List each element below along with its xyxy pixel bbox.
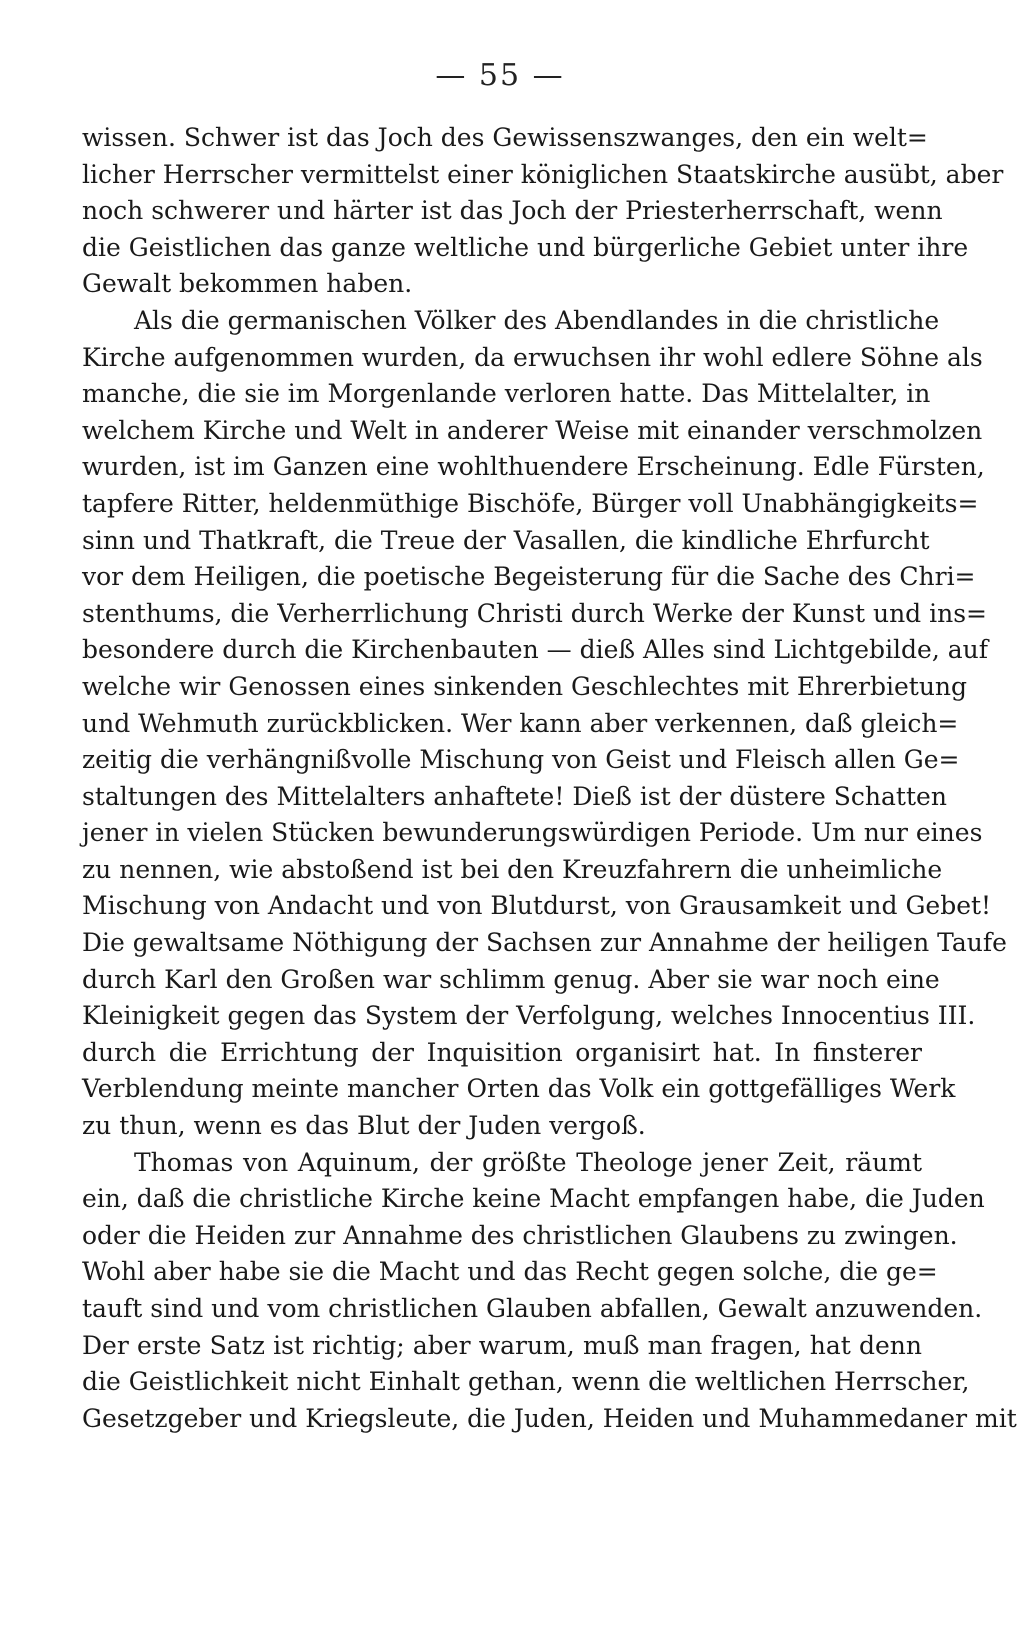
paragraph [82,1145,1017,1438]
text-line: Mischung von Andacht und von Blutdurst, von Grausamkeit und Gebet! [82,891,992,921]
text-line: Verblendung meinte mancher Orten das Volk ein gottgefälliges Werk [82,1074,956,1104]
text-line: Der erste Satz ist richtig; aber warum, muß man fragen, hat denn [82,1330,922,1360]
text-line: licher Herrscher vermittelst einer königlichen Staatskirche ausübt, aber [82,159,1004,189]
paragraph [82,120,1004,303]
text-line: tauft sind und vom christlichen Glauben abfallen, Gewalt anzuwenden. [82,1294,983,1323]
text-line: sinn und Thatkraft, die Treue der Vasallen, die kindliche Ehrfurcht [82,525,930,555]
text-line: Kirche aufgenommen wurden, da erwuchsen ihr wohl edlere Söhne als [82,342,983,372]
text-line: Die gewaltsame Nöthigung der Sachsen zur Annahme der heiligen Taufe [82,928,1007,958]
text-line: wissen. Schwer ist das Joch des Gewissenszwanges, den ein welt= [82,123,928,152]
text-line: zeitig die verhängnißvolle Mischung von Geist und Fleisch allen Ge= [82,745,960,775]
text-line: Thomas von Aquinum, der größte Theologe jener Zeit, räumt [134,1147,922,1177]
text-line: und Wehmuth zurückblicken. Wer kann aber verkennen, daß gleich= [82,708,959,738]
body-text [82,120,1017,1437]
text-line: oder die Heiden zur Annahme des christlichen Glaubens zu zwingen. [82,1220,958,1250]
text-line: besondere durch die Kirchenbauten — dieß Alles sind Lichtgebilde, auf [82,635,989,665]
text-line: die Geistlichen das ganze weltliche und bürgerliche Gebiet unter ihre [82,232,969,262]
text-line: Als die germanischen Völker des Abendlandes in die christliche [134,305,940,335]
text-line: staltungen des Mittelalters anhaftete! Dieß ist der düstere Schatten [82,781,947,811]
text-line: ein, daß die christliche Kirche keine Macht empfangen habe, die Juden [82,1184,985,1214]
text-line: durch Karl den Großen war schlimm genug. Aber sie war noch eine [82,964,940,994]
text-line: noch schwerer und härter ist das Joch der Priesterherrschaft, wenn [82,196,943,226]
text-line: vor dem Heiligen, die poetische Begeisterung für die Sache des Chri= [82,562,976,592]
text-line: Gewalt bekommen haben. [82,269,413,299]
text-line: stenthums, die Verherrlichung Christi durch Werke der Kunst und ins= [82,598,988,628]
text-line: Kleinigkeit gegen das System der Verfolgung, welches Innocentius III. [82,1001,976,1031]
paragraph [82,303,1007,1145]
text-line: Gesetzgeber und Kriegsleute, die Juden, Heiden und Muhammedaner mit [82,1403,1017,1433]
text-line: jener in vielen Stücken bewunderungswürdigen Periode. Um nur eines [82,818,983,848]
text-line: Wohl aber habe sie die Macht und das Recht gegen solche, die ge= [82,1257,938,1287]
text-line: welchem Kirche und Welt in anderer Weise mit einander verschmolzen [82,415,983,445]
text-line: die Geistlichkeit nicht Einhalt gethan, wenn die weltlichen Herrscher, [82,1367,970,1397]
text-line: tapfere Ritter, heldenmüthige Bischöfe, Bürger voll Unabhängigkeits= [82,488,979,518]
text-line: wurden, ist im Ganzen eine wohlthuendere Erscheinung. Edle Fürsten, [82,452,985,482]
text-line: durch die Errichtung der Inquisition organisirt hat. In finsterer [82,1037,922,1067]
text-line: zu nennen, wie abstoßend ist bei den Kreuzfahrern die unheimliche [82,854,943,884]
text-line: welche wir Genossen eines sinkenden Geschlechtes mit Ehrerbietung [82,671,968,701]
text-line: manche, die sie im Morgenlande verloren hatte. Das Mittelalter, in [82,379,931,409]
text-line: zu thun, wenn es das Blut der Juden vergoß. [82,1111,646,1141]
page-number: — 55 — [435,58,565,93]
